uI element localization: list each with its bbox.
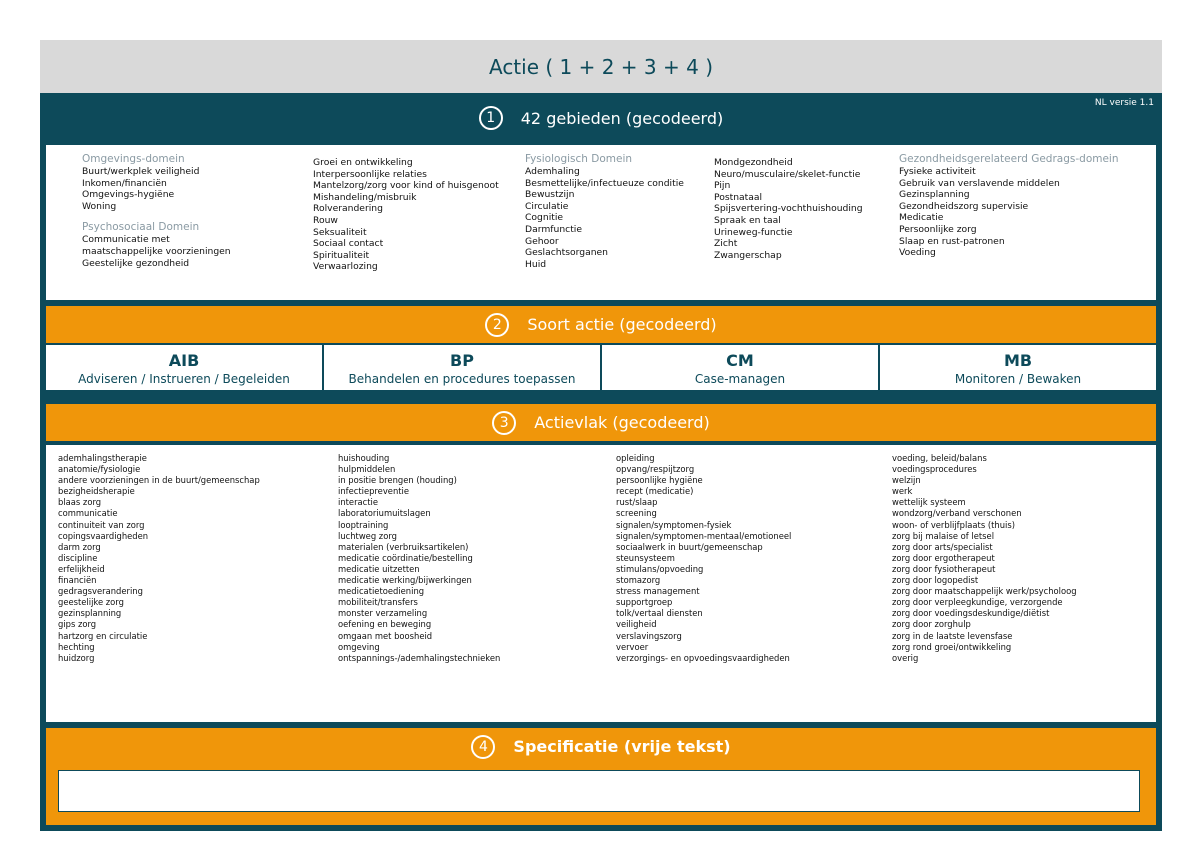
domain-item: Huid [525,258,547,270]
domain-item: Mishandeling/misbruik [313,191,417,203]
target-item: welzijn [892,475,921,486]
target-item: opvang/respijtzorg [616,464,695,475]
target-item: tolk/vertaal diensten [616,608,703,619]
section-3-title: Actievlak (gecodeerd) [534,413,710,432]
target-item: hechting [58,641,95,652]
target-item: veiligheid [616,619,657,630]
target-item: looptraining [338,519,389,530]
domain-item: Mondgezondheid [714,157,793,168]
section-1-header [40,93,1162,143]
domain-item: Rouw [313,214,338,226]
target-item: laboratoriumuitslagen [338,508,431,519]
target-item: verzorgings- en opvoedingsvaardigheden [616,652,790,663]
target-item: persoonlijke hygiëne [616,475,703,486]
domain-column-5 [899,153,1119,259]
action-type-label: Case-managen [694,372,786,386]
target-item: zorg door voedingsdeskundige/diëtist [892,608,1050,619]
domain-heading: Omgevings-domein [82,153,185,165]
targets-column-4 [892,453,1077,664]
domain-item: Omgevings-hygiëne [82,189,175,201]
domain-item: Persoonlijke zorg [899,223,977,235]
target-item: medicatie coördinatie/bestelling [338,552,473,563]
target-item: financiën [58,575,97,586]
target-item: verslavingszorg [616,630,682,641]
section-2-title: Soort actie (gecodeerd) [527,315,717,334]
action-type-cm[interactable] [602,345,878,390]
target-item: zorg rond groei/ontwikkeling [892,641,1012,652]
domain-column-1 [82,153,231,269]
target-item: infectiepreventie [338,486,410,497]
target-item: screening [616,508,657,519]
action-type-label: Monitoren / Bewaken [954,372,1082,386]
action-type-label: Adviseren / Instrueren / Begeleiden [78,372,290,386]
target-item: medicatietoediening [338,586,425,597]
action-type-bp[interactable] [324,345,600,390]
section-2-header [46,306,1156,343]
target-item: medicatie werking/bijwerkingen [338,575,472,586]
target-item: omgeving [338,641,380,652]
domain-item: Inkomen/financiën [82,177,167,189]
domain-item: Mantelzorg/zorg voor kind of huisgenoot [313,180,499,192]
domain-heading: Psychosociaal Domein [82,221,200,234]
target-item: anatomie/fysiologie [58,464,141,475]
action-type-label: Behandelen en procedures toepassen [348,372,576,386]
target-item: stress management [616,586,700,597]
domain-column-2 [313,157,499,273]
target-item: signalen/symptomen-mentaal/emotioneel [616,530,792,541]
target-item: hartzorg en circulatie [58,630,148,641]
target-item: medicatie uitzetten [338,563,420,574]
target-item: continuiteit van zorg [58,519,145,530]
domain-item: Cognitie [525,212,564,224]
domain-item: Voeding [899,247,936,259]
target-item: geestelijke zorg [58,597,124,608]
target-item: monster verzameling [338,608,428,619]
target-item: zorg door arts/specialist [892,541,993,552]
form-title: Actie ( 1 + 2 + 3 + 4 ) [40,40,1162,93]
target-item: ontspannings-/ademhalingstechnieken [338,652,501,663]
targets-panel [46,445,1156,722]
target-item: bezigheidsherapie [58,486,135,497]
domain-item: Zicht [714,238,738,250]
domain-item: Interpersoonlijke relaties [313,168,427,180]
domain-column-3 [525,153,684,270]
domain-item: Bewustzijn [525,189,575,201]
action-type-code: BP [450,351,474,370]
domain-item: Geslachtsorganen [525,247,609,259]
domain-item: Pijn [714,180,731,192]
section-4-panel [46,728,1156,825]
target-item: discipline [58,552,98,563]
target-item: gips zorg [58,619,97,630]
domain-item: Fysieke activiteit [899,166,976,177]
domain-item: Seksualiteit [313,226,367,238]
targets-column-2 [338,453,500,664]
target-item: luchtweg zorg [338,530,397,541]
target-item: voeding, beleid/balans [892,453,987,463]
target-item: materialen (verbruiksartikelen) [338,541,469,552]
target-item: andere voorzieningen in de buurt/gemeenschap [58,475,260,486]
target-item: interactie [338,497,379,508]
section-1-title: 42 gebieden (gecodeerd) [520,108,724,128]
domain-item: Verwaarlozing [313,261,378,273]
target-item: woon- of verblijfplaats (thuis) [892,519,1015,530]
domain-item: Rolverandering [313,203,383,215]
target-item: wondzorg/verband verschonen [892,508,1022,519]
domain-item: Ademhaling [525,166,580,177]
section-3-number: 3 [492,411,516,435]
target-item: vervoer [616,641,649,652]
version-label: NL versie 1.1 [1094,98,1154,108]
target-item: zorg door verpleegkundige, verzorgende [892,597,1063,608]
target-item: zorg bij malaise of letsel [892,530,995,541]
target-item: huidzorg [58,652,95,663]
domain-item: Neuro/musculaire/skelet-functie [714,168,861,180]
domain-item: Besmettelijke/infectueuze conditie [525,177,684,189]
target-item: communicatie [58,508,118,519]
domain-item: Spraak en taal [714,214,781,226]
action-type-row [46,345,1156,390]
target-item: werk [892,486,913,497]
specification-field[interactable] [58,770,1140,812]
section-3-header [46,404,1156,441]
domain-item: Spijsvertering-vochthuishouding [714,203,863,215]
domain-item: Circulatie [525,200,569,212]
target-item: overig [892,652,919,663]
section-4-header [46,728,1156,765]
target-item: stomazorg [616,575,661,586]
domain-item: Postnataal [714,191,763,203]
domain-item: Zwangerschap [714,249,782,261]
target-item: zorg door fysiotherapeut [892,563,996,574]
target-item: copingsvaardigheden [58,530,149,541]
target-item: ademhalingstherapie [58,453,147,463]
domain-item: Sociaal contact [313,238,384,250]
target-item: darm zorg [58,541,101,552]
domain-item: Geestelijke gezondheid [82,257,190,269]
action-type-aib[interactable] [46,345,322,390]
domain-item: Communicatie met [82,234,170,246]
domain-column-4 [714,157,863,261]
domain-item: Slaap en rust-patronen [899,235,1005,247]
domain-item: Groei en ontwikkeling [313,157,413,168]
action-type-mb[interactable] [880,345,1156,390]
domain-heading: Fysiologisch Domein [525,153,633,165]
domains-panel [46,145,1156,300]
target-item: gedragsverandering [58,586,143,597]
domain-item: Medicatie [899,212,944,224]
target-item: opleiding [616,453,655,463]
target-item: recept (medicatie) [616,486,694,497]
target-item: in positie brengen (houding) [338,475,457,486]
target-item: rust/slaap [616,497,658,508]
domain-item: Buurt/werkplek veiligheid [82,166,200,177]
domain-item: maatschappelijke voorzieningen [82,245,231,257]
target-item: supportgroep [616,597,673,608]
targets-column-3 [616,453,791,664]
action-form [40,40,1162,831]
domain-item: Urineweg-functie [714,226,793,238]
domain-item: Gezinsplanning [899,189,970,201]
target-item: zorg door logopedist [892,575,979,586]
domain-item: Darmfunctie [525,223,583,235]
target-item: blaas zorg [58,497,102,508]
domain-item: Woning [82,200,117,212]
domain-item: Gebruik van verslavende middelen [899,177,1060,189]
target-item: wettelijk systeem [892,497,966,508]
action-type-code: AIB [168,351,200,370]
targets-column-1 [58,453,260,664]
target-item: gezinsplanning [58,608,122,619]
domain-item: Gehoor [525,235,559,247]
action-type-code: CM [726,351,754,370]
target-item: zorg in de laatste levensfase [892,630,1013,641]
target-item: omgaan met boosheid [338,630,433,641]
domain-heading: Gezondheidsgerelateerd Gedrags-domein [899,153,1119,165]
target-item: erfelijkheid [58,563,105,574]
target-item: oefening en beweging [338,619,432,630]
target-item: zorg door zorghulp [892,619,971,630]
target-item: huishouding [338,453,390,463]
target-item: signalen/symptomen-fysiek [616,519,732,530]
domain-item: Gezondheidszorg supervisie [899,200,1029,212]
target-item: steunsysteem [616,552,675,563]
action-type-code: MB [1003,351,1033,370]
section-4-title: Specificatie (vrije tekst) [513,737,731,756]
domain-item: Spiritualiteit [313,249,370,261]
section-4-number: 4 [471,735,495,759]
target-item: hulpmiddelen [338,464,396,475]
target-item: voedingsprocedures [892,464,977,475]
target-item: zorg door maatschappelijk werk/psycholoog [892,586,1077,597]
target-item: mobiliteit/transfers [338,597,418,608]
target-item: sociaalwerk in buurt/gemeenschap [616,541,763,552]
target-item: zorg door ergotherapeut [892,552,995,563]
section-2-number: 2 [485,313,509,337]
target-item: stimulans/opvoeding [616,563,704,574]
section-1-number: 1 [479,106,503,130]
